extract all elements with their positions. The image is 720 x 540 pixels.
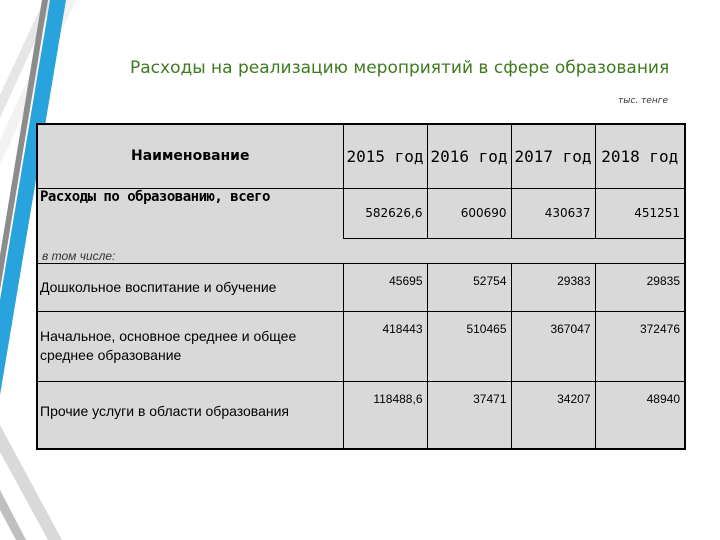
total-value-2015: 582626,6 bbox=[343, 188, 427, 238]
header-year-2016: 2016 год bbox=[427, 124, 511, 188]
row-value-2016: 510465 bbox=[427, 311, 511, 381]
row-value-2015: 45695 bbox=[343, 263, 427, 311]
expenses-table bbox=[36, 123, 686, 450]
units-label: тыс. тенге bbox=[618, 96, 668, 106]
row-name-cell: Начальное, основное среднее и общее среднее образование bbox=[37, 311, 343, 381]
row-value-2017: 34207 bbox=[511, 381, 595, 449]
slide-title: Расходы на реализацию мероприятий в сфере образования bbox=[130, 58, 670, 78]
row-value-2016: 37471 bbox=[427, 381, 511, 449]
row-value-2015: 418443 bbox=[343, 311, 427, 381]
row-value-2018: 29835 bbox=[595, 263, 685, 311]
table-row bbox=[37, 311, 685, 381]
row-value-2017: 29383 bbox=[511, 263, 595, 311]
table-row bbox=[37, 263, 685, 311]
row-name-cell: Дошкольное воспитание и обучение bbox=[37, 263, 343, 311]
header-row bbox=[37, 124, 685, 188]
including-row bbox=[37, 238, 685, 263]
header-year-2018: 2018 год bbox=[595, 124, 685, 188]
row-value-2018: 48940 bbox=[595, 381, 685, 449]
grey-stripe bbox=[0, 490, 26, 540]
total-name-cell: Расходы по образованию, всего bbox=[37, 188, 343, 238]
header-name-cell: Наименование bbox=[37, 124, 343, 188]
total-row bbox=[37, 188, 685, 238]
row-value-2015: 118488,6 bbox=[343, 381, 427, 449]
total-value-2017: 430637 bbox=[511, 188, 595, 238]
total-value-2016: 600690 bbox=[427, 188, 511, 238]
header-year-2015: 2015 год bbox=[343, 124, 427, 188]
including-label: в том числе: bbox=[37, 238, 343, 263]
row-name-cell: Прочие услуги в области образования bbox=[37, 381, 343, 449]
row-value-2016: 52754 bbox=[427, 263, 511, 311]
row-value-2018: 372476 bbox=[595, 311, 685, 381]
row-value-2017: 367047 bbox=[511, 311, 595, 381]
table-row bbox=[37, 381, 685, 449]
total-value-2018: 451251 bbox=[595, 188, 685, 238]
header-year-2017: 2017 год bbox=[511, 124, 595, 188]
